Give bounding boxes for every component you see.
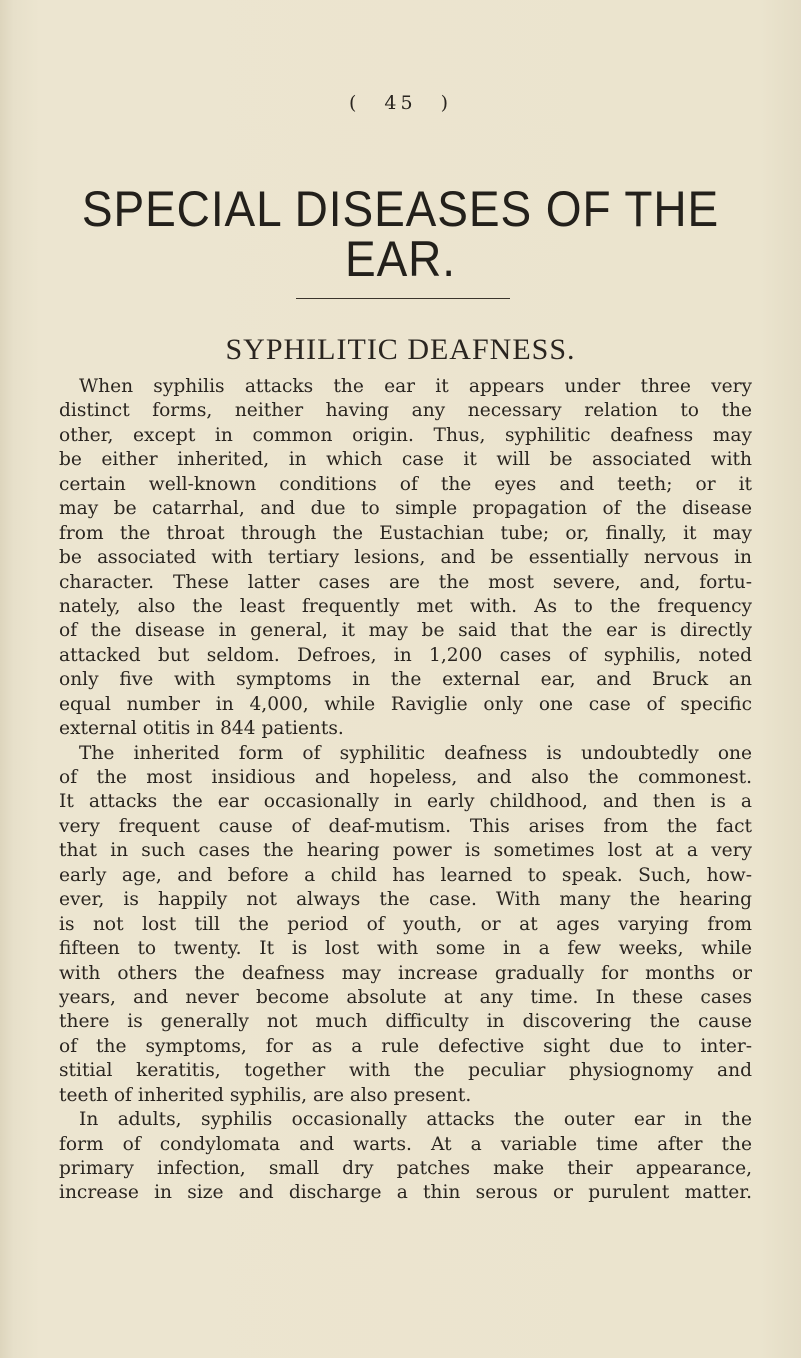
text-line: of the symptoms, for as a rule defective sight due to inter- xyxy=(59,1035,752,1057)
text-line: It attacks the ear occasionally in early childhood, and then is a xyxy=(59,791,752,813)
text-line: fifteen to twenty. It is lost with some in a few weeks, while xyxy=(59,938,752,960)
text-line: primary infection, small dry patches make their appearance, xyxy=(59,1158,752,1179)
text-line: nately, also the least frequently met with. As to the frequency xyxy=(59,595,752,617)
chapter-title: SPECIAL DISEASES OF THE EAR. xyxy=(81,181,720,287)
text-line: equal number in 4,000, while Raviglie only one case of specific xyxy=(59,693,752,715)
text-line: character. These latter cases are the most severe, and, fortu- xyxy=(59,571,752,593)
text-line: from the throat through the Eustachian tube; or, finally, it may xyxy=(59,522,752,544)
text-line: years, and never become absolute at any time. In these cases xyxy=(59,986,752,1008)
text-line: In adults, syphilis occasionally attacks the outer ear in the xyxy=(79,1109,752,1131)
text-line: other, except in common origin. Thus, syphilitic deafness may xyxy=(59,424,752,446)
text-line: be either inherited, in which case it will be associated with xyxy=(59,449,752,471)
text-line: of the disease in general, it may be said that the ear is directly xyxy=(59,620,752,642)
text-line: certain well-known conditions of the eyes and teeth; or it xyxy=(59,473,752,495)
text-line: early age, and before a child has learned to speak. Such, how- xyxy=(59,864,752,886)
text-line: ever, is happily not always the case. With many the hearing xyxy=(59,889,752,911)
text-line: is not lost till the period of youth, or at ages varying from xyxy=(59,913,752,935)
text-line: with others the deafness may increase gradually for months or xyxy=(59,962,752,984)
text-line: When syphilis attacks the ear it appears under three very xyxy=(79,376,752,397)
text-line: stitial keratitis, together with the peculiar physiognomy and xyxy=(59,1060,752,1082)
text-line: there is generally not much difficulty in discovering the cause xyxy=(59,1011,752,1033)
text-line: may be catarrhal, and due to simple propagation of the disease xyxy=(59,498,752,520)
text-line: external otitis in 844 patients. xyxy=(59,718,344,740)
body-text xyxy=(59,375,752,1206)
text-line: very frequent cause of deaf-mutism. This arises from the fact xyxy=(59,815,752,837)
text-line: be associated with tertiary lesions, and be essentially nervous in xyxy=(59,547,752,569)
text-line: only five with symptoms in the external ear, and Bruck an xyxy=(59,669,752,691)
text-line: of the most insidious and hopeless, and also the commonest. xyxy=(59,767,752,788)
text-line: distinct forms, neither having any necessary relation to the xyxy=(59,400,752,422)
text-line: form of condylomata and warts. At a variable time after the xyxy=(59,1133,752,1155)
text-line: increase in size and discharge a thin serous or purulent matter. xyxy=(59,1182,752,1204)
title-divider xyxy=(296,298,510,299)
text-line: The inherited form of syphilitic deafness is undoubtedly one xyxy=(79,742,752,764)
page-number: ( 45 ) xyxy=(348,92,453,114)
section-heading: SYPHILITIC DEAFNESS. xyxy=(225,333,576,366)
text-line: teeth of inherited syphilis, are also present. xyxy=(59,1084,472,1106)
text-line: attacked but seldom. Defroes, in 1,200 cases of syphilis, noted xyxy=(59,644,752,666)
text-line: that in such cases the hearing power is sometimes lost at a very xyxy=(59,840,752,862)
